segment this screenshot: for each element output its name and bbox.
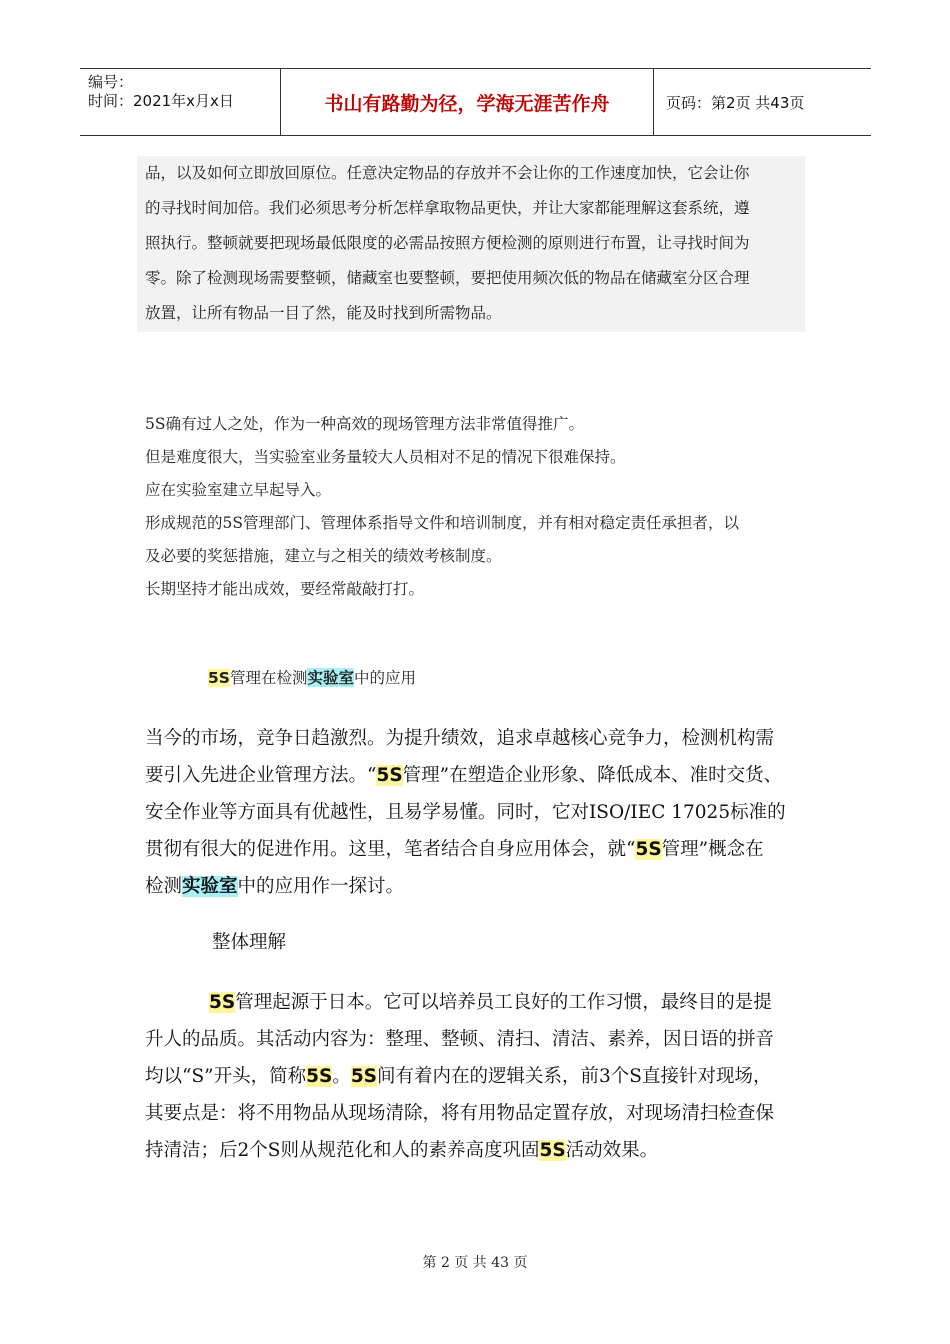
body-line: 持清洁；后2个S则从规范化和人的素养高度巩固5S活动效果。	[145, 1140, 659, 1161]
body-line: 其要点是：将不用物品从现场清除，将有用物品定置存放，对现场清扫检查保	[145, 1103, 775, 1124]
summary-paragraph: 长期坚持才能出成效，要经常敲敲打打。	[145, 580, 425, 598]
header-meta	[80, 69, 281, 135]
highlight-5s: 5S	[306, 1066, 333, 1087]
intro-line: 要引入先进企业管理方法。“5S管理”在塑造企业形象、降低成本、准时交货、	[145, 765, 783, 786]
highlight-5s: 5S	[376, 765, 403, 786]
shaded-line: 放置，让所有物品一目了然，能及时找到所需物品。	[145, 304, 502, 322]
number-label: 编号：	[88, 73, 134, 91]
section-subheading	[208, 666, 416, 688]
intro-line: 检测实验室中的应用作一探讨。	[145, 876, 405, 897]
shaded-line: 的寻找时间加倍。我们必须思考分析怎样拿取物品更快，并让大家都能理解这套系统，遵	[145, 199, 750, 217]
highlight-lab: 实验室	[307, 668, 354, 687]
shaded-paragraph	[145, 156, 805, 331]
intro-line: 安全作业等方面具有优越性，且易学易懂。同时，它对ISO/IEC 17025标准的	[145, 802, 786, 823]
section-title: 整体理解	[212, 932, 287, 953]
body-line: 均以“S”开头，简称5S。5S间有着内在的逻辑关系，前3个S直接针对现场，	[145, 1066, 772, 1087]
shaded-line: 品，以及如何立即放回原位。任意决定物品的存放并不会让你的工作速度加快，它会让你	[145, 164, 750, 182]
highlight-lab: 实验室	[182, 876, 238, 897]
highlight-5s: 5S	[635, 839, 662, 860]
header-motto: 书山有路勤为径，学海无涯苦作舟	[281, 69, 654, 135]
summary-block	[145, 408, 825, 606]
subheading-text: 管理在检测	[229, 669, 308, 687]
summary-paragraph: 5S确有过人之处，作为一种高效的现场管理方法非常值得推广。	[145, 415, 584, 433]
summary-paragraph: 及必要的奖惩措施，建立与之相关的绩效考核制度。	[145, 547, 502, 565]
highlight-5s: 5S	[350, 1066, 378, 1087]
page-header	[80, 68, 871, 136]
shaded-line: 照执行。整顿就要把现场最低限度的必需品按照方便检测的原则进行布置，让寻找时间为	[145, 234, 750, 252]
page-footer: 第 2 页 共 43 页	[422, 1255, 528, 1271]
body-paragraph	[145, 984, 810, 1169]
summary-paragraph: 应在实验室建立早起导入。	[145, 481, 332, 499]
body-line: 5S管理起源于日本。它可以培养员工良好的工作习惯，最终目的是提	[209, 992, 772, 1013]
intro-line: 贯彻有很大的促进作用。这里，笔者结合自身应用体会，就“5S管理”概念在	[145, 839, 764, 860]
subheading-text: 中的应用	[353, 669, 416, 687]
intro-paragraph	[145, 720, 810, 905]
highlight-5s: 5S	[209, 992, 236, 1013]
shaded-line: 零。除了检测现场需要整顿，储藏室也要整顿，要把使用频次低的物品在储藏室分区合理	[145, 269, 750, 287]
summary-paragraph: 形成规范的5S管理部门、管理体系指导文件和培训制度，并有相对稳定责任承担者，以	[145, 514, 739, 532]
highlight-5s: 5S	[539, 1140, 566, 1161]
header-page-info: 页码：第2页 共43页	[666, 93, 805, 112]
time-label: 时间：2021年x月x日	[88, 92, 234, 110]
summary-paragraph: 但是难度很大，当实验室业务量较大人员相对不足的情况下很难保持。	[145, 448, 626, 466]
highlight-5s: 5S	[208, 669, 230, 687]
intro-line: 当今的市场，竞争日趋激烈。为提升绩效，追求卓越核心竞争力，检测机构需	[145, 728, 775, 749]
body-line: 升人的品质。其活动内容为：整理、整顿、清扫、清洁、素养，因日语的拼音	[145, 1029, 775, 1050]
